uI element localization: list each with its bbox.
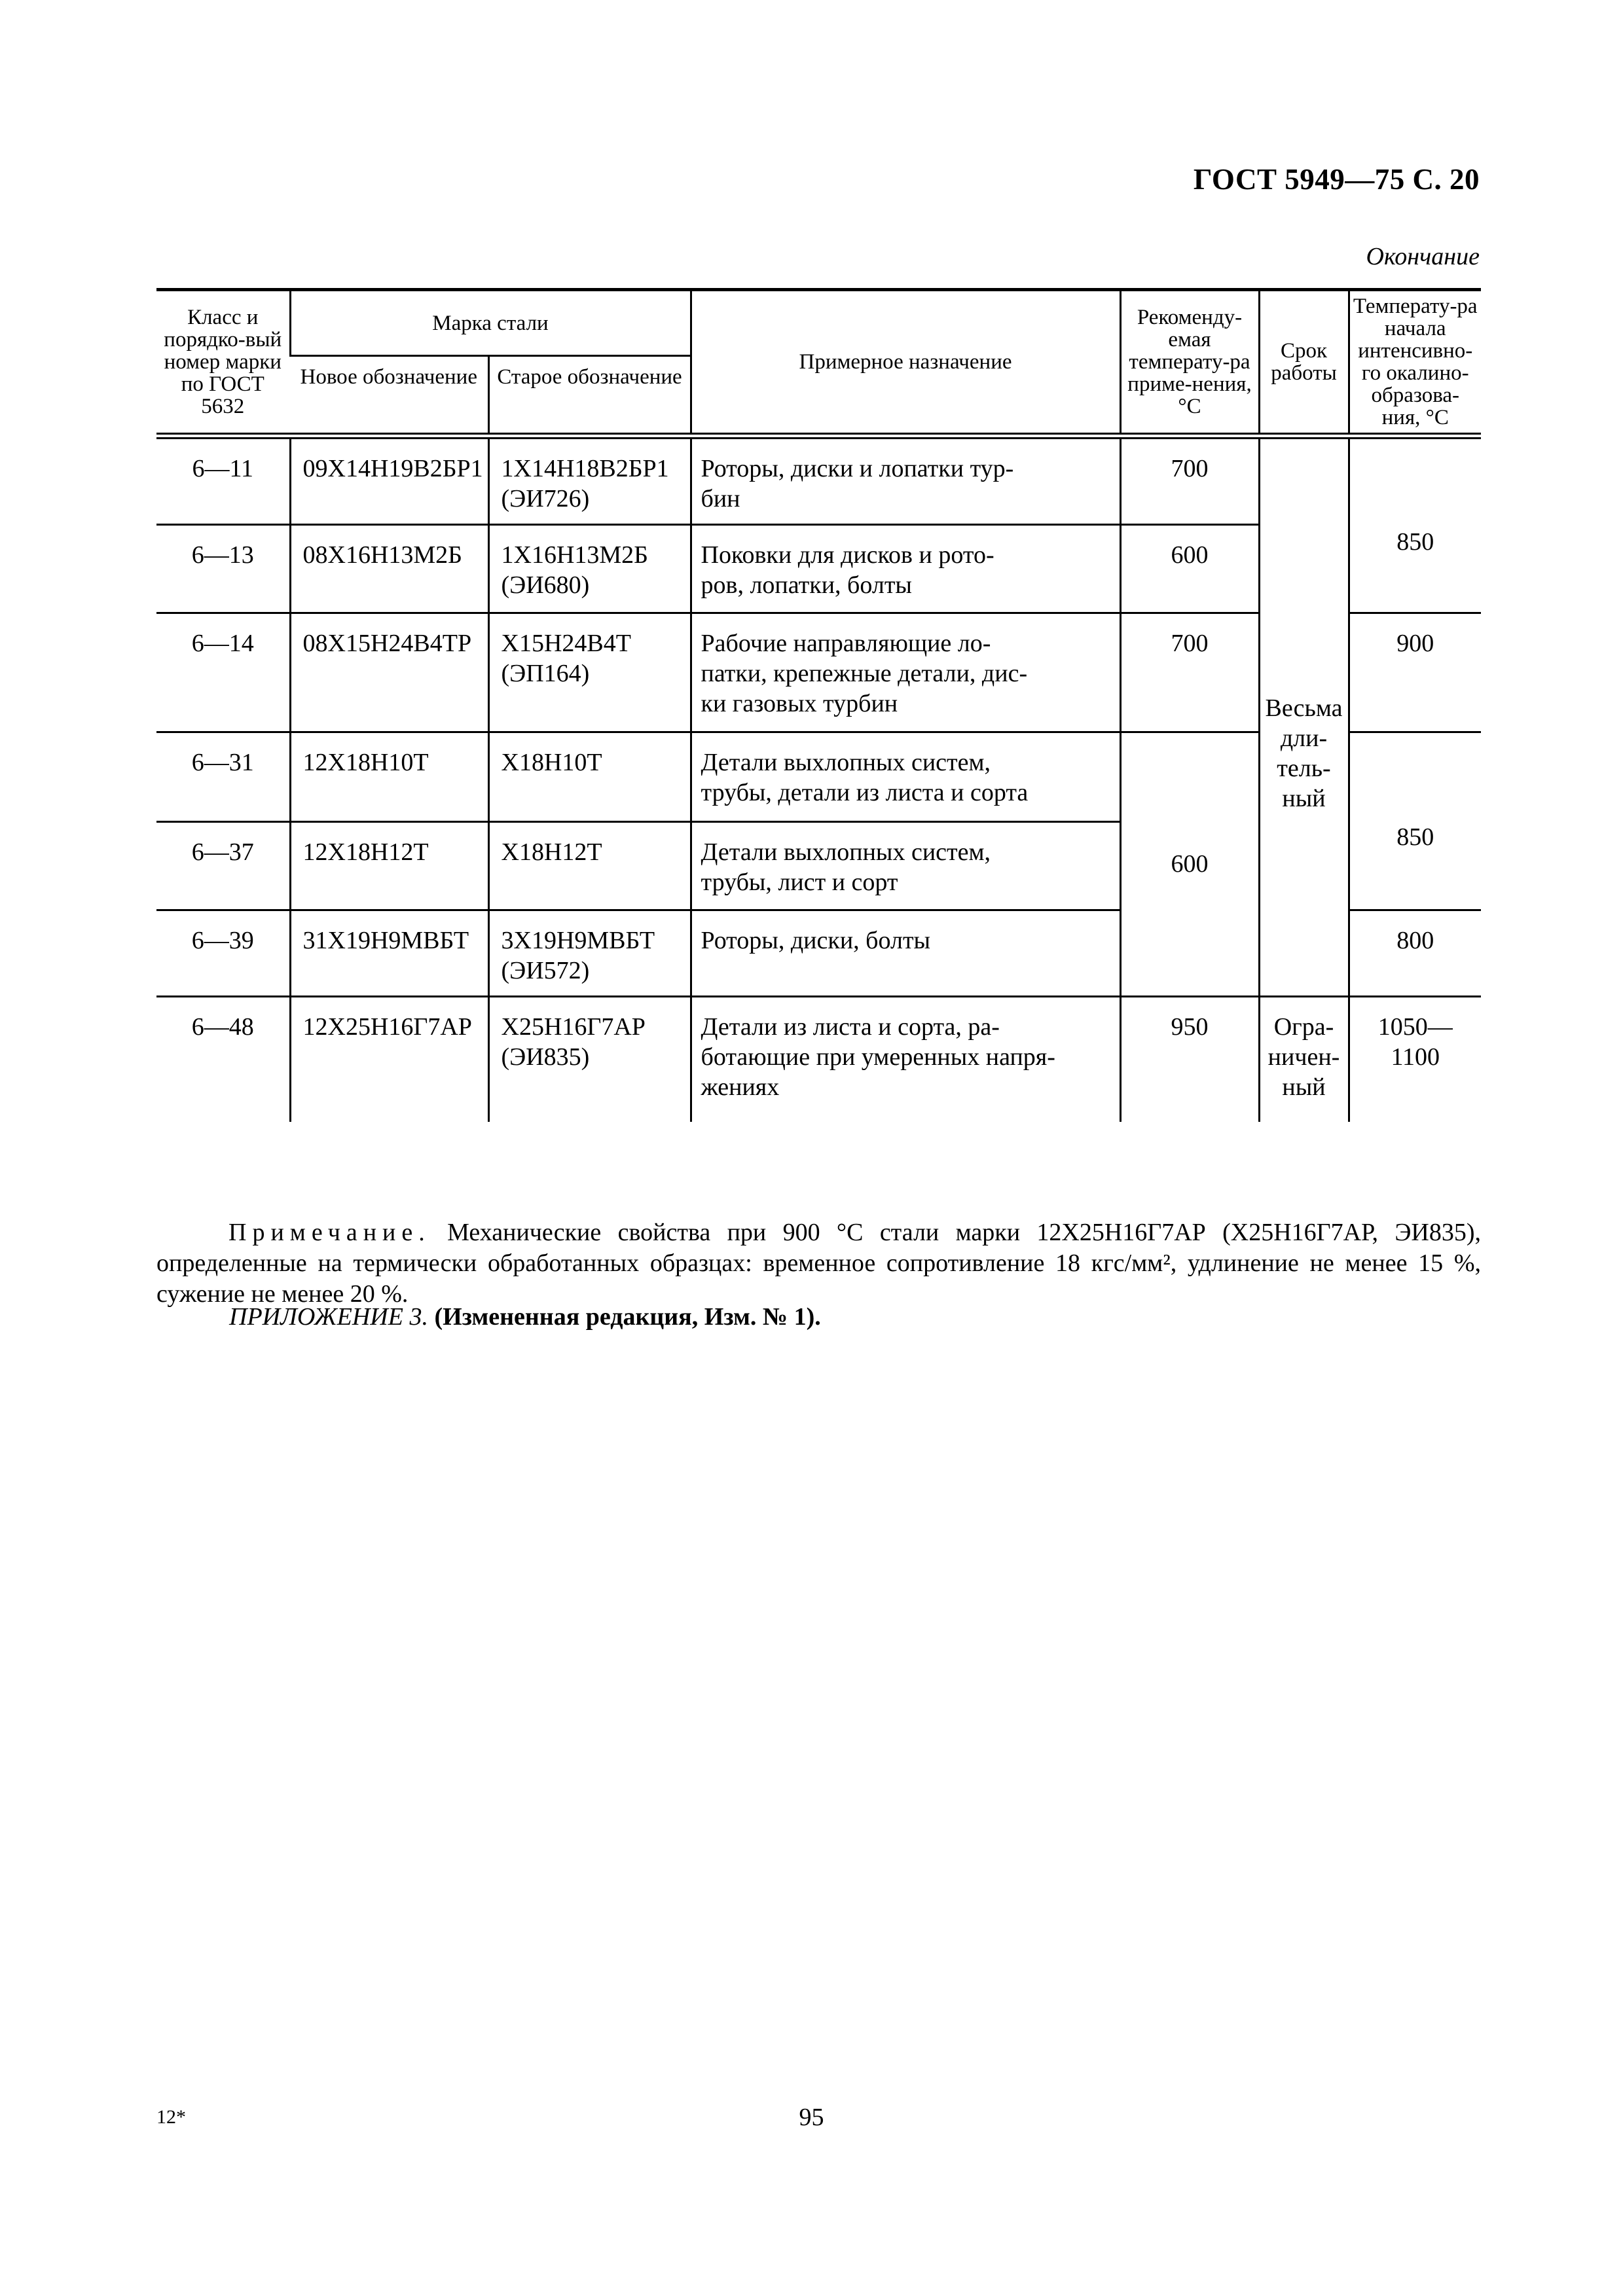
page-number: 95	[799, 2104, 824, 2131]
class-number: 6—39	[156, 910, 290, 996]
old-designation: Х18Н10Т	[488, 732, 691, 821]
page-header: ГОСТ 5949—75 С. 20	[1193, 163, 1480, 196]
scaling-temp: 850	[1349, 436, 1481, 613]
table-row	[156, 436, 1481, 524]
purpose: Детали выхлопных систем, трубы, детали из листа и сорта	[691, 732, 1120, 821]
class-number: 6—37	[156, 821, 290, 910]
scaling-temp: 900	[1349, 613, 1481, 732]
scaling-temp: 800	[1349, 910, 1481, 996]
table-continuation-label: Окончание	[1366, 243, 1480, 270]
purpose: Роторы, диски и лопатки тур- бин	[691, 436, 1120, 524]
purpose: Детали выхлопных систем, трубы, лист и сорт	[691, 821, 1120, 910]
new-designation: 09Х14Н19В2БР1	[290, 436, 488, 524]
old-designation: Х18Н12Т	[488, 821, 691, 910]
recommended-temp: 700	[1120, 436, 1259, 524]
old-designation: Х25Н16Г7АР (ЭИ835)	[488, 996, 691, 1122]
header-service-term: Срок работы	[1259, 290, 1349, 437]
header-class: Класс и порядко-вый номер марки по ГОСТ 5632	[156, 290, 290, 437]
new-designation: 12Х25Н16Г7АР	[290, 996, 488, 1122]
new-designation: 12Х18Н12Т	[290, 821, 488, 910]
header-scaling-temp: Температу-ра начала интенсивно-го окалино-образова-ния, °С	[1349, 290, 1481, 437]
header-grade-group: Марка стали	[290, 290, 691, 356]
header-purpose: Примерное назначение	[691, 290, 1120, 437]
purpose: Рабочие направляющие ло- патки, крепежные детали, дис- ки газовых турбин	[691, 613, 1120, 732]
recommended-temp: 950	[1120, 996, 1259, 1122]
appendix-label: ПРИЛОЖЕНИЕ 3.	[229, 1303, 428, 1331]
class-number: 6—13	[156, 524, 290, 613]
table-row	[156, 996, 1481, 1122]
header-recommended-temp: Рекоменду-емая температу-ра приме-нения, °С	[1120, 290, 1259, 437]
table-note	[156, 1217, 1481, 1310]
scaling-temp: 1050—1100	[1349, 996, 1481, 1122]
recommended-temp: 700	[1120, 613, 1259, 732]
new-designation: 12Х18Н10Т	[290, 732, 488, 821]
header-old-designation: Старое обозначение	[488, 356, 691, 436]
old-designation: 1Х14Н18В2БР1 (ЭИ726)	[488, 436, 691, 524]
recommended-temp: 600	[1120, 524, 1259, 613]
service-term: Огра- ничен- ный	[1259, 996, 1349, 1122]
new-designation: 31Х19Н9МВБТ	[290, 910, 488, 996]
appendix-line	[229, 1302, 821, 1331]
note-label: Примечание.	[228, 1219, 431, 1246]
header-new-designation: Новое обозначение	[300, 365, 477, 389]
class-number: 6—48	[156, 996, 290, 1122]
old-designation: 1Х16Н13М2Б (ЭИ680)	[488, 524, 691, 613]
purpose: Роторы, диски, болты	[691, 910, 1120, 996]
class-number: 6—14	[156, 613, 290, 732]
old-designation: Х15Н24В4Т (ЭП164)	[488, 613, 691, 732]
footer-mark: 12*	[156, 2106, 186, 2128]
recommended-temp: 600	[1120, 732, 1259, 996]
new-designation: 08Х15Н24В4ТР	[290, 613, 488, 732]
purpose: Поковки для дисков и рото- ров, лопатки, болты	[691, 524, 1120, 613]
service-term: Весьма дли- тель- ный	[1259, 436, 1349, 996]
class-number: 6—11	[156, 436, 290, 524]
old-designation: 3Х19Н9МВБТ (ЭИ572)	[488, 910, 691, 996]
steel-grades-table	[156, 288, 1481, 1122]
class-number: 6—31	[156, 732, 290, 821]
purpose: Детали из листа и сорта, ра- ботающие при умеренных напря- жениях	[691, 996, 1120, 1122]
note-text: Механические свойства при 900 °С стали марки 12Х25Н16Г7АР (Х25Н16Г7АР, ЭИ835), определенные на термически обработанных образцах: временное сопротивление 18 кгс/мм², удлинение не менее 15 %, сужение не менее 20 %.	[156, 1219, 1481, 1308]
new-designation: 08Х16Н13М2Б	[290, 524, 488, 613]
appendix-text: (Измененная редакция, Изм. № 1).	[428, 1303, 821, 1331]
scaling-temp: 850	[1349, 732, 1481, 910]
